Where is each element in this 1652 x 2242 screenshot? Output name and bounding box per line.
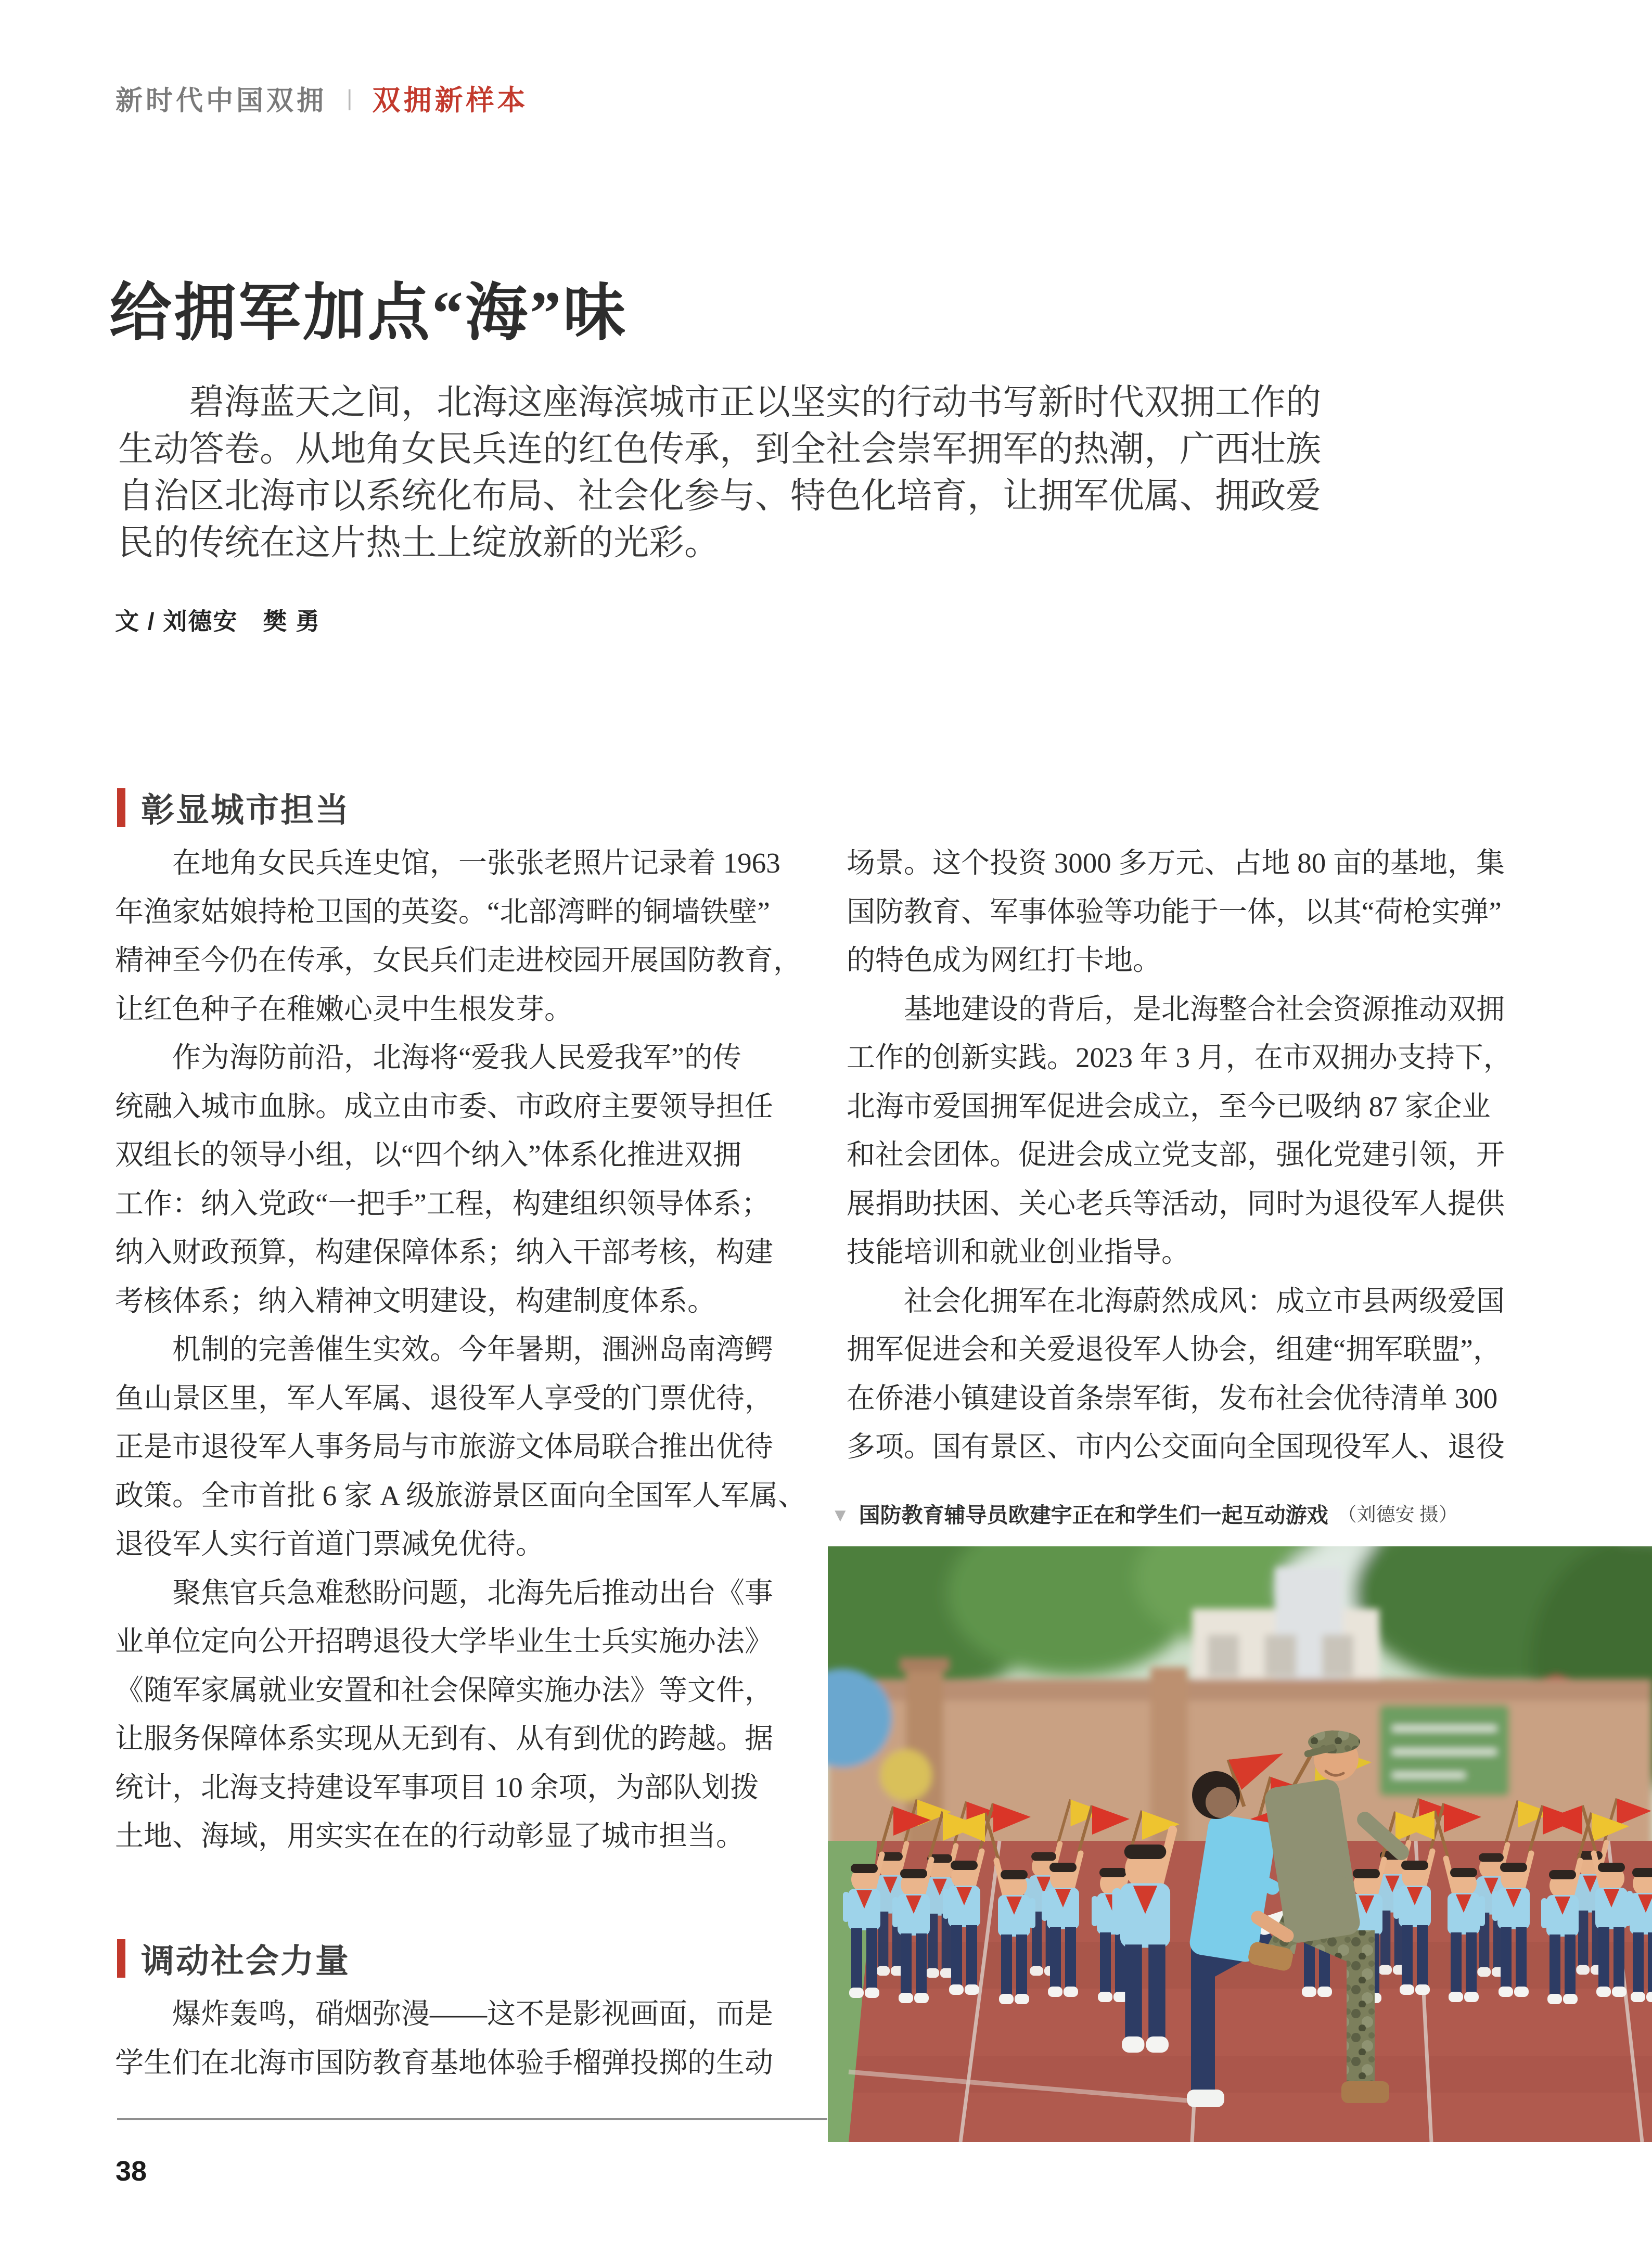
text-line: 社会化拥军在北海蔚然成风：成立市县两级爱国 (847, 1285, 1505, 1317)
text-line: 作为海防前沿，北海将“爱我人民爱我军”的传 (115, 1042, 741, 1073)
text-line: 工作的创新实践。2023 年 3 月，在市双拥办支持下， (847, 1042, 1512, 1073)
page-number: 38 (116, 2156, 147, 2187)
photo-national-defense-game (828, 1546, 1652, 2142)
text-line: 和社会团体。促进会成立党支部，强化党建引领，开 (847, 1139, 1505, 1171)
text-line: 民的传统在这片热土上绽放新的光彩。 (118, 523, 720, 562)
page-header (116, 78, 528, 118)
text-line: 场景。这个投资 3000 多万元、占地 80 亩的基地，集 (847, 847, 1505, 879)
text-line: 拥军促进会和关爱退役军人协会，组建“拥军联盟”， (847, 1334, 1502, 1365)
text-line: 展捐助扶困、关心老兵等活动，同时为退役军人提供 (847, 1187, 1505, 1220)
photo-caption (831, 1502, 1458, 1529)
text-line: 退役军人实行首道门票减免优待。 (115, 1528, 545, 1560)
text-line: 机制的完善催生实效。今年暑期，涠洲岛南湾鳄 (115, 1334, 774, 1365)
text-line: 政策。全市首批 6 家 A 级旅游景区面向全国军人军属、 (115, 1479, 807, 1511)
left-column-section2-text (115, 1990, 776, 2087)
text-line: 纳入财政预算，构建保障体系；纳入干部考核，构建 (115, 1236, 774, 1268)
text-line: 《随军家属就业安置和社会保障实施办法》等文件， (115, 1674, 774, 1706)
footer-rule (117, 2118, 827, 2120)
text-line: 学生们在北海市国防教育基地体验手榴弹投掷的生动 (115, 2046, 774, 2079)
text-line: 国防教育、军事体验等功能于一体，以其“荷枪实弹” (847, 895, 1502, 928)
text-line: 让红色种子在稚嫩心灵中生根发芽。 (115, 993, 573, 1025)
text-line: 考核体系；纳入精神文明建设，构建制度体系。 (115, 1285, 716, 1317)
text-line: 年渔家姑娘持枪卫国的英姿。“北部湾畔的铜墙铁壁” (115, 895, 770, 928)
caption-text: 国防教育辅导员欧建宇正在和学生们一起互动游戏 (859, 1503, 1328, 1527)
caption-triangle-icon: ▼ (831, 1504, 850, 1526)
text-line: 业单位定向公开招聘退役大学毕业生士兵实施办法》 (115, 1625, 774, 1657)
text-line: 北海市爱国拥军促进会成立，至今已吸纳 87 家企业 (847, 1090, 1491, 1122)
text-line: 让服务保障体系实现从无到有、从有到优的跨越。据 (115, 1723, 774, 1754)
article-title: 给拥军加点“海”味 (109, 278, 627, 348)
right-column-text (847, 839, 1512, 1471)
section-heading-label: 调动社会力量 (141, 1942, 350, 1980)
text-line: 工作：纳入党政“一把手”工程，构建组织领导体系； (115, 1187, 770, 1220)
text-line: 正是市退役军人事务局与市旅游文体局联合推出优待 (115, 1431, 774, 1463)
text-line: 在地角女民兵连史馆，一张张老照片记录着 1963 (115, 847, 780, 879)
text-line: 聚焦官兵急难愁盼问题，北海先后推动出台《事 (115, 1577, 774, 1609)
section-heading-1 (117, 784, 350, 831)
section-heading-2 (117, 1934, 350, 1982)
red-bar-icon (117, 1939, 125, 1978)
text-line: 鱼山景区里，军人军属、退役军人享受的门票优待， (115, 1382, 774, 1414)
red-bar-icon (117, 788, 125, 827)
header-separator: | (347, 85, 353, 111)
text-line: 自治区北海市以系统化布局、社会化参与、特色化培育，让拥军优属、拥政爱 (118, 476, 1322, 516)
photo-illustration (828, 1546, 1652, 2142)
text-line: 生动答卷。从地角女民兵连的红色传承，到全社会崇军拥军的热潮，广西壮族 (118, 429, 1322, 469)
text-line: 在侨港小镇建设首条崇军街，发布社会优待清单 300 (847, 1382, 1498, 1414)
text-line: 统计，北海支持建设军事项目 10 余项，为部队划拨 (115, 1771, 759, 1803)
text-line: 爆炸轰鸣，硝烟弥漫——这不是影视画面，而是 (115, 1998, 774, 2030)
text-line: 精神至今仍在传承，女民兵们走进校园开展国防教育， (115, 944, 802, 976)
section-heading-label: 彰显城市担当 (141, 791, 350, 829)
text-line: 碧海蓝天之间，北海这座海滨城市正以坚实的行动书写新时代双拥工作的 (118, 382, 1322, 422)
text-line: 双组长的领导小组，以“四个纳入”体系化推进双拥 (115, 1139, 741, 1171)
text-line: 的特色成为网红打卡地。 (847, 944, 1162, 976)
text-line: 统融入城市血脉。成立由市委、市政府主要领导担任 (115, 1090, 774, 1122)
text-line: 基地建设的背后，是北海整合社会资源推动双拥 (847, 993, 1505, 1025)
magazine-series-title: 新时代中国双拥 (116, 86, 327, 116)
byline: 文 / 刘德安 樊 勇 (115, 608, 321, 635)
caption-credit: （刘德安 摄） (1337, 1504, 1458, 1526)
section-name: 双拥新样本 (372, 85, 529, 116)
text-line: 多项。国有景区、市内公交面向全国现役军人、退役 (847, 1431, 1505, 1463)
left-column-text (115, 839, 807, 1861)
text-line: 土地、海域，用实实在在的行动彰显了城市担当。 (115, 1820, 745, 1852)
text-line: 技能培训和就业创业指导。 (847, 1236, 1190, 1268)
article-lede (118, 379, 1419, 566)
